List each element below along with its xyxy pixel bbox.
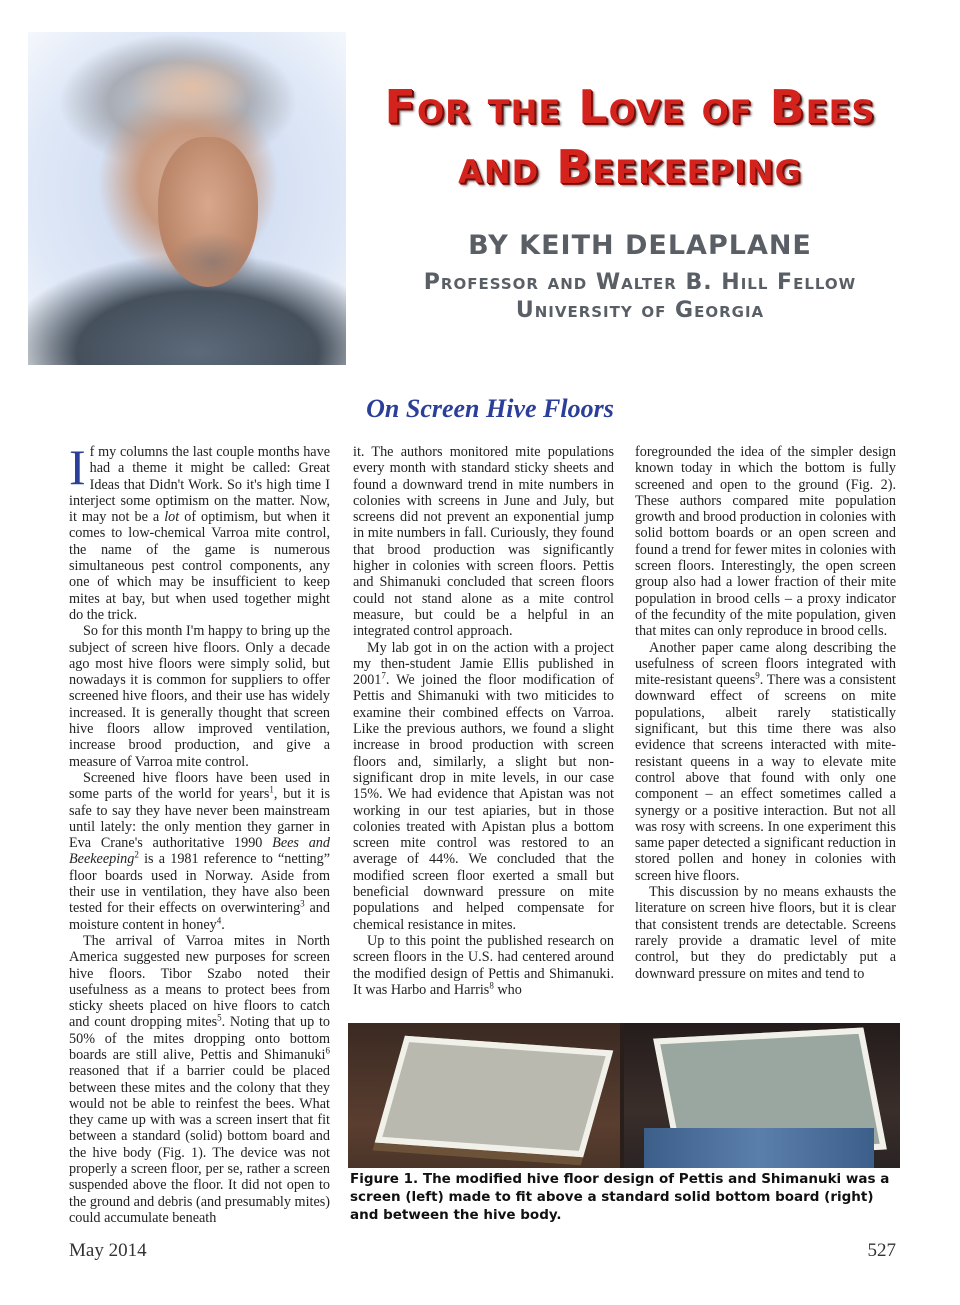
affiliation-line2: University of Georgia — [515, 298, 765, 323]
paragraph: The arrival of Varroa mites in North America suggested new purposes for screen hive floors. Tibor Szabo noted their usefulness as a means to protect bees from sticky sheets placed on hive floors to catch and count dropping mites$^5$. Noting that up to 50% of the mites dropping onto bottom boards are still alive, Pettis and Shimanuki$^6$ reasoned that if a barrier could be placed between these mites and the colony that they would not be able to reinfest the bees. What they came up with was a screen insert that fit between a standard (solid) bottom board and the hive body (Fig. 1). The device was not properly a screen floor, per se, rather a screen suspended above the floor. It did not open to the ground and debris (and presumably mites) could accumulate beneath — [69, 932, 330, 1226]
paragraph: If my columns the last couple months have had a theme it might be called: Great Ideas that Didn't Work. So it's high time I interject some optimism on the matter. Now, it may not be a lot of optimism, but when it comes to low-chemical Varroa mite control, the name of the game is numerous simultaneous pest control components, any one of which may be insufficient to keep mites at bay, but when used together might do the trick. — [69, 439, 330, 623]
figure-1-photos — [348, 1023, 900, 1168]
page-number: 527 — [867, 1240, 896, 1261]
paragraph: This discussion by no means exhausts the literature on screen hive floors, but it is clear that consistent trends are detectable. Screens rarely provide a dramatic level of mite control, but they do predictably put a downward pressure on mites and tend to — [635, 884, 896, 982]
screen-frame — [375, 1036, 613, 1158]
figure-caption: Figure 1. The modified hive floor design of Pettis and Shimanuki was a screen (left) made to fit above a standard solid bottom board (right) and between the hive body. — [350, 1171, 890, 1223]
column-title-line2: and Beekeeping — [458, 140, 802, 194]
footer-date: May 2014 — [69, 1240, 147, 1261]
column-title-line1: For the Love of Bees — [384, 80, 876, 134]
text-column-2 — [353, 444, 614, 998]
photo-bottom-board — [624, 1023, 900, 1168]
byline: BY KEITH DELAPLANE — [468, 230, 812, 261]
paragraph: foregrounded the idea of the simpler design known today in which the bottom is fully screened and open to the ground (Fig. 2). These authors compared mite population growth and brood production in colonies with solid bottom boards or an open screen and found a trend for fewer mites in colonies with screen floors. Interestingly, the open screen group also had a lower fraction of their mite population in brood cells – a proxy indicator of the fecundity of the mite population, given that mites can only reproduce in brood cells. — [635, 444, 896, 640]
photo-screen-insert — [348, 1023, 620, 1168]
text-column-3 — [635, 444, 896, 982]
portrait-hand — [128, 52, 258, 122]
affiliation-line1: Professor and Walter B. Hill Fellow — [423, 270, 857, 295]
text-column-1 — [69, 439, 330, 1226]
drop-cap: I — [69, 439, 86, 495]
author-portrait — [28, 32, 346, 365]
paragraph: My lab got in on the action with a project my then-student Jamie Ellis published in 2001$^7$. We joined the floor modification of Pettis and Shimanuki with two miticides to examine their combined effects on Varroa. Like the previous authors, we found a slight increase in brood production with screen floors and, similarly, a slight but non-significant drop in mite levels, in our case 15%. We had evidence that Apistan was not working in our test apiaries, but in those colonies treated with Apistan plus a bottom screen mite control was restored to an average of 44%. We concluded that the modified screen floor exerted a small but beneficial downward pressure on mite populations and helped compensate for chemical resistance in mites. — [353, 639, 614, 933]
paragraph: Up to this point the published research on screen floors in the U.S. had centered around the modified design of Pettis and Shimanuki. It was Harbo and Harris$^8$ who — [353, 932, 614, 998]
paragraph: Another paper came along describing the usefulness of screen floors integrated with mite-resistant queens$^9$. There was a consistent downward effect of screens on mite populations, albeit rarely statistically significant, but this time there was also evidence that screens interacted with mite-resistant queens in a way to elevate mite control above that found with only one component – an effect sometimes called a synergy or a positive interaction. But not all was rosy with screens. In one experiment this same paper detected a significant reduction in stored pollen and honey in colonies with screen hive floors. — [635, 639, 896, 884]
paragraph: Screened hive floors have been used in some parts of the world for years$^1$, but it is safe to say they have never been mainstream until lately: the only mention they garner in Eva Crane's authoritative 1990 Bees and Beekeeping$^2$ is a 1981 reference to “netting” floor boards used in Norway. Aside from their use in ventilation, they have also been tested for their effects on overwintering$^3$ and moisture content in honey$^4$. — [69, 769, 330, 933]
paragraph: it. The authors monitored mite populations every month with standard sticky sheets and found a downward trend in mite numbers in colonies with screens in June and July, but screens did not prevent an exponential jump in mite numbers in fall. Curiously, they found that brood production was significantly higher in colonies with screen floors. Pettis and Shimanuki concluded that screen floors could not stand alone as a mite control measure, but could be a helpful in an integrated control approach. — [353, 444, 614, 640]
article-title: On Screen Hive Floors — [366, 394, 614, 423]
paragraph: So for this month I'm happy to bring up the subject of screen hive floors. Only a decade ago most hive floors were simply solid, but nowadays it is common for suppliers to offer screened hive floors, and their use has widely increased. It is generally thought that screen hive floors allow improved ventilation, increase brood production, and give a measure of Varroa mite control. — [69, 623, 330, 770]
portrait-beard — [168, 232, 258, 292]
person-legs — [644, 1128, 874, 1168]
